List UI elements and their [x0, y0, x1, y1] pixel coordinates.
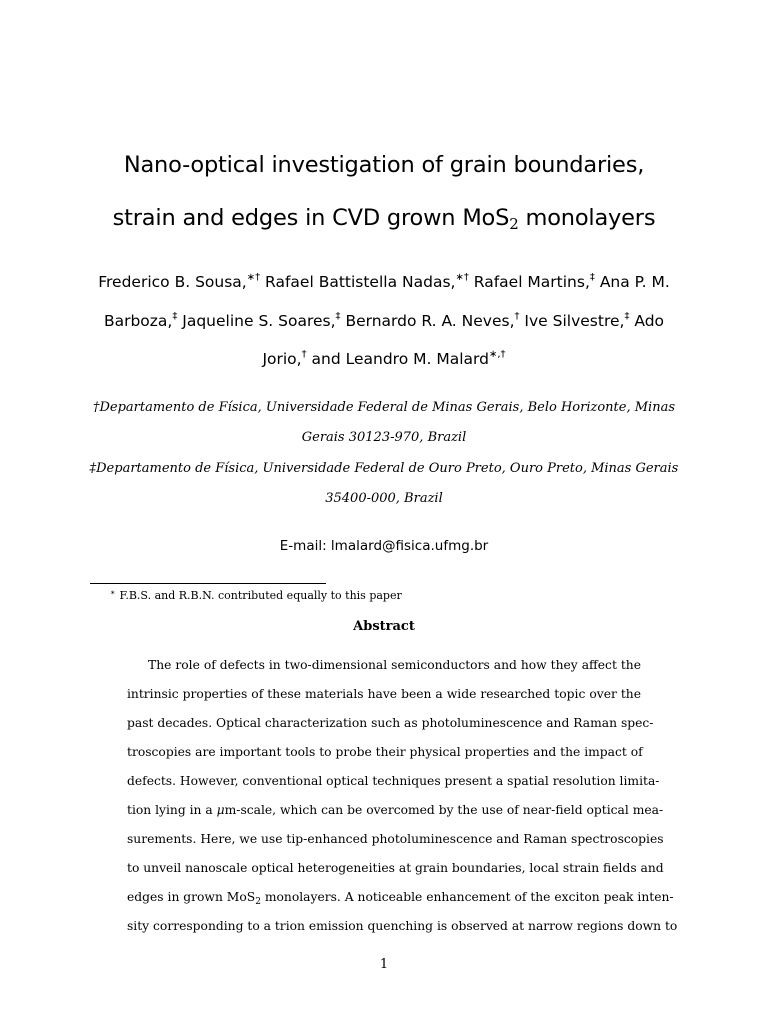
abstract-line: tion lying in a μm-scale, which can be overcomed by the use of near-field optical mea- — [127, 803, 664, 817]
footnote-mark: ∗ — [110, 588, 116, 597]
abstract-line: past decades. Optical characterization such as photoluminescence and Raman spec- — [127, 716, 654, 730]
affiliation-dagger-line-1: †Departamento de Física, Universidade Federal de Minas Gerais, Belo Horizonte, Minas — [92, 400, 676, 415]
abstract-line: surements. Here, we use tip-enhanced photoluminescence and Raman spectroscopies — [127, 832, 664, 846]
affiliation-ddagger-line-2: 35400-000, Brazil — [325, 491, 443, 506]
author-name: Ana P. M. — [594, 273, 670, 291]
author-line-3 — [60, 350, 708, 369]
abstract-line: troscopies are important tools to probe their physical properties and the impact of — [127, 745, 643, 759]
paper-title-line-1: Nano-optical investigation of grain boundaries, — [123, 152, 645, 178]
affiliation-mark: ∗† — [455, 272, 469, 283]
author-name: Rafael Battistella Nadas, — [260, 273, 456, 291]
affiliation-mark: ∗,† — [488, 349, 506, 360]
author-name: Jorio, — [262, 350, 302, 368]
author-name: Jaqueline S. Soares, — [177, 312, 336, 330]
author-name: Frederico B. Sousa, — [98, 273, 247, 291]
paper-title-line-2: strain and edges in CVD grown MoS$_2$ monolayers — [112, 205, 656, 233]
author-name: Barboza, — [103, 312, 173, 330]
author-name: Ado — [629, 312, 665, 330]
abstract-line: edges in grown MoS$_2$ monolayers. A noticeable enhancement of the exciton peak inten- — [127, 890, 674, 907]
affiliation-mark: ‡ — [589, 272, 595, 283]
affiliation-mark: ‡ — [172, 311, 178, 322]
author-line-1 — [60, 273, 708, 292]
affiliation-mark: † — [301, 349, 307, 360]
abstract-line: intrinsic properties of these materials have been a wide researched topic over the — [127, 687, 641, 701]
footnote-text: F.B.S. and R.B.N. contributed equally to this paper — [119, 589, 402, 602]
author-line-2 — [60, 312, 708, 331]
affiliation-mark: ‡ — [624, 311, 630, 322]
page-number: 1 — [379, 957, 389, 972]
author-name: Ive Silvestre, — [519, 312, 625, 330]
abstract-line: defects. However, conventional optical techniques present a spatial resolution limita- — [127, 774, 660, 788]
abstract-line: sity corresponding to a trion emission quenching is observed at narrow regions down to — [127, 919, 678, 933]
affiliation-dagger-line-2: Gerais 30123-970, Brazil — [301, 430, 467, 445]
author-name: and Leandro M. Malard — [306, 350, 489, 368]
corresponding-email: E-mail: lmalard@fisica.ufmg.br — [279, 538, 489, 554]
footnote-rule — [90, 583, 326, 584]
affiliation-ddagger-line-1: ‡Departamento de Física, Universidade Federal de Ouro Preto, Ouro Preto, Minas Gerais — [89, 461, 679, 476]
affiliation-mark: ∗† — [246, 272, 261, 283]
affiliation-mark: ‡ — [335, 311, 341, 322]
author-name: Rafael Martins, — [468, 273, 590, 291]
footnote — [110, 589, 402, 602]
author-name: Bernardo R. A. Neves, — [340, 312, 515, 330]
abstract-line: to unveil nanoscale optical heterogeneities at grain boundaries, local strain fields and — [127, 861, 664, 875]
abstract-line: The role of defects in two-dimensional semiconductors and how they affect the — [148, 658, 641, 672]
affiliation-mark: † — [514, 311, 520, 322]
abstract-heading: Abstract — [353, 619, 415, 634]
